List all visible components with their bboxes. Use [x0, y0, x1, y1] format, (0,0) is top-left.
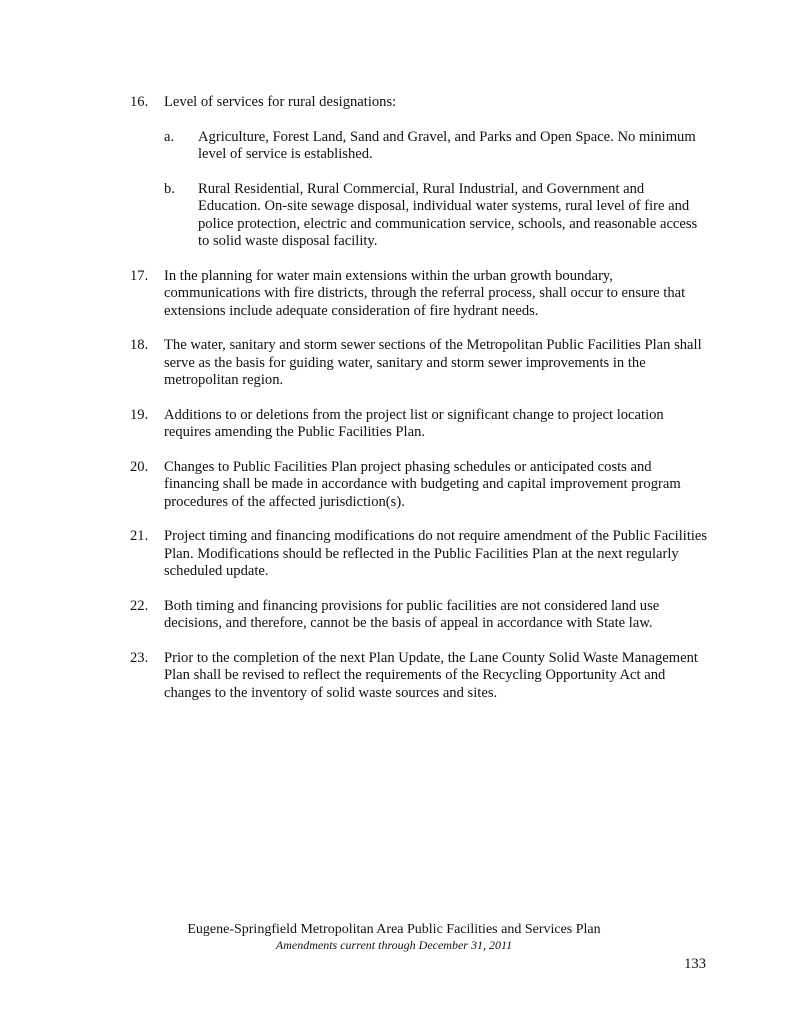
subitem-letter: a.	[164, 128, 175, 145]
policy-number: 19.	[130, 406, 149, 423]
policy-number: 21.	[130, 528, 149, 544]
sublist	[164, 129, 710, 251]
policy-text: In the planning for water main extensions within the urban growth boundary, communications with fire districts, through the referral process, shall occur to ensure that extensions include adequate consideration of fire hydrant needs.	[164, 267, 686, 319]
policy-item-18	[130, 337, 710, 390]
policy-item-22	[130, 598, 710, 633]
footer-subtitle: Amendments current through December 31, 2011	[275, 938, 513, 952]
policy-item-16	[130, 94, 710, 251]
policy-number: 16.	[130, 94, 149, 110]
footer-title: Eugene-Springfield Metropolitan Area Public Facilities and Services Plan	[187, 922, 601, 937]
policy-text: Additions to or deletions from the project list or significant change to project location requires amending the Public Facilities Plan.	[164, 406, 664, 440]
policy-list	[130, 94, 710, 719]
subitem-text: Agriculture, Forest Land, Sand and Gravel, and Parks and Open Space. No minimum level of service is established.	[198, 128, 696, 162]
subitem-b	[164, 181, 710, 251]
page-number: 133	[684, 956, 706, 972]
policy-number: 17.	[130, 267, 149, 284]
policy-text: The water, sanitary and storm sewer sections of the Metropolitan Public Facilities Plan shall serve as the basis for guiding water, sanitary and storm sewer improvements in the metropolitan region.	[164, 337, 702, 388]
policy-item-19	[130, 407, 710, 442]
subitem-a	[164, 129, 710, 164]
policy-item-20	[130, 459, 710, 512]
policy-item-17	[130, 268, 710, 321]
policy-number: 20.	[130, 458, 149, 475]
policy-number: 23.	[130, 649, 149, 666]
subitem-letter: b.	[164, 180, 175, 197]
policy-item-21	[130, 528, 710, 581]
page-footer	[0, 922, 800, 952]
policy-text: Both timing and financing provisions for public facilities are not considered land use decisions, and therefore, cannot be the basis of appeal in accordance with State law.	[164, 597, 660, 631]
subitem-text: Rural Residential, Rural Commercial, Rural Industrial, and Government and Education. On-site sewage disposal, individual water systems, rural level of fire and police protection, electric and communication service, schools, and reasonable access to solid waste disposal facility.	[198, 180, 698, 249]
policy-text: Project timing and financing modifications do not require amendment of the Public Facilities Plan. Modifications should be reflected in the Public Facilities Plan at the next regularly scheduled update.	[164, 528, 708, 579]
policy-text: Prior to the completion of the next Plan Update, the Lane County Solid Waste Management Plan shall be revised to reflect the requirements of the Recycling Opportunity Act and changes to the inventory of solid waste sources and sites.	[164, 649, 698, 701]
policy-item-23	[130, 650, 710, 703]
policy-text: Changes to Public Facilities Plan project phasing schedules or anticipated costs and financing shall be made in accordance with budgeting and capital improvement program procedures of the affected jurisdiction(s).	[164, 458, 681, 510]
policy-number: 22.	[130, 597, 149, 614]
policy-text: Level of services for rural designations:	[164, 94, 397, 110]
policy-number: 18.	[130, 337, 149, 353]
